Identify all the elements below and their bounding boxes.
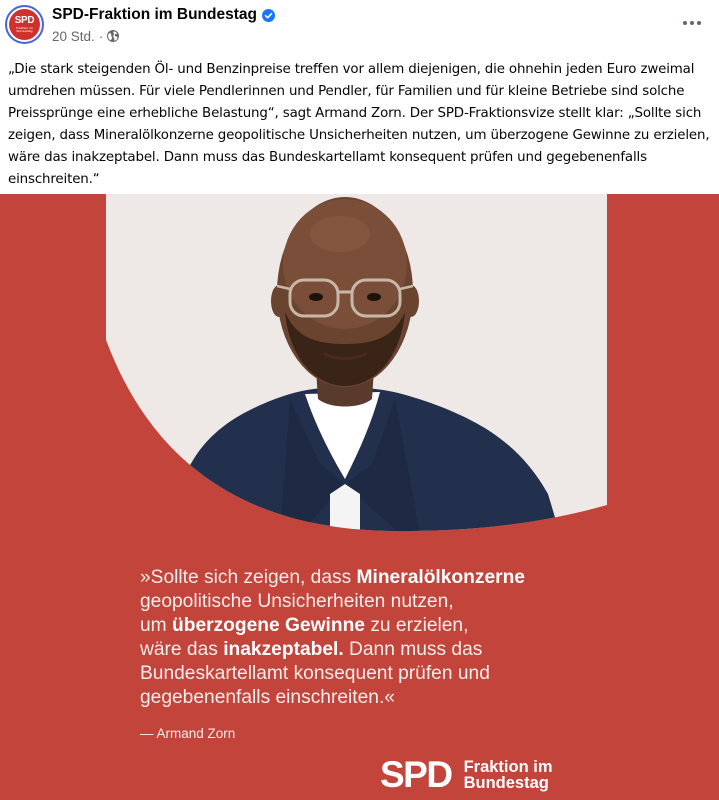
quote-line xyxy=(140,590,610,614)
quote-fragment: um xyxy=(140,615,172,636)
spd-logo-icon: SPD xyxy=(380,754,452,795)
avatar-sub-text: Fraktion im Bundestag xyxy=(16,25,33,33)
more-options-button[interactable] xyxy=(678,13,706,33)
post-header xyxy=(0,0,719,56)
verified-badge-icon xyxy=(262,9,275,22)
quote-line xyxy=(140,638,610,662)
more-dot xyxy=(697,21,701,25)
logo-subtitle xyxy=(464,759,553,792)
quote-emphasis: inakzeptabel. xyxy=(223,639,344,660)
quote-fragment: zu erzielen, xyxy=(364,615,469,636)
post-timestamp[interactable]: 20 Std. xyxy=(52,28,95,44)
meta-separator: · xyxy=(98,28,104,44)
more-dot xyxy=(690,21,694,25)
post-meta xyxy=(52,27,119,45)
quote-fragment: gegebenenfalls einschreiten.« xyxy=(140,687,395,708)
quote-line xyxy=(140,566,610,590)
quote-fragment: geopolitische Unsicherheiten nutzen, xyxy=(140,591,454,612)
spd-logo-icon xyxy=(9,9,40,40)
page-name-link[interactable]: SPD-Fraktion im Bundestag xyxy=(52,6,257,23)
quote-fragment: »Sollte sich zeigen, dass xyxy=(140,567,357,588)
logo-line-1: Fraktion im xyxy=(463,757,553,776)
globe-icon[interactable] xyxy=(107,30,119,42)
quote-fragment: Dann muss das xyxy=(343,639,483,660)
post-image[interactable] xyxy=(0,194,719,800)
page-name-row xyxy=(52,5,275,25)
quote-fragment: wäre das xyxy=(140,639,224,660)
quote-line xyxy=(140,662,610,686)
logo-line-2: Bundestag xyxy=(463,774,549,792)
page-avatar[interactable] xyxy=(5,5,44,44)
quote-line xyxy=(140,686,610,710)
more-horizontal-icon xyxy=(683,21,687,25)
quote-emphasis: Mineralölkonzerne xyxy=(356,567,525,588)
spd-fraktion-logo xyxy=(380,754,553,796)
quote-text xyxy=(140,566,610,710)
quote-fragment: Bundeskartellamt konsequent prüfen und xyxy=(140,663,490,684)
quote-emphasis: überzogene Gewinne xyxy=(172,615,365,636)
quote-attribution: — Armand Zorn xyxy=(140,726,236,741)
post-body-text: „Die stark steigenden Öl- und Benzinpreise treffen vor allem diejenigen, die ohnehin jeden Euro zweimal umdrehen müssen. Für viele Pendlerinnen und Pendler, für Familien und für kleine Betriebe sind solche Preissprünge eine erhebliche Belastung“, sagt Armand Zorn. Der SPD-Fraktionsvize stellt klar: „Sollte sich zeigen, dass Mineralölkonzerne geopolitische Unsicherheiten nutzen, um überzogene Gewinne zu erzielen, wäre das inakzeptabel. Dann muss das Bundeskartellamt konsequent prüfen und gegebenenfalls einschreiten.“ xyxy=(8,62,710,187)
avatar-logo-text: SPD xyxy=(14,14,35,26)
quote-line xyxy=(140,614,610,638)
